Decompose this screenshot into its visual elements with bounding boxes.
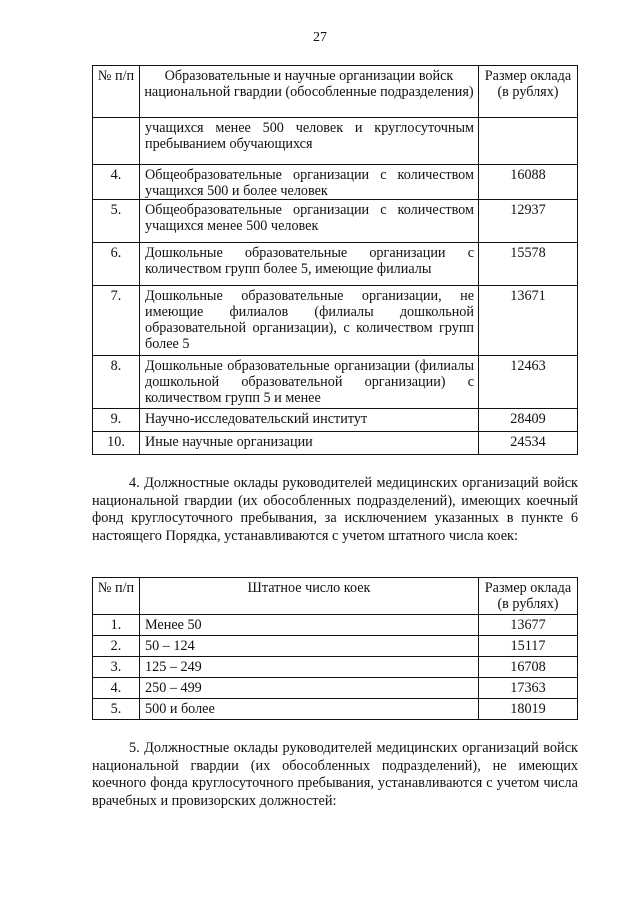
row-salary: 16708 bbox=[479, 657, 578, 678]
row-organization: Научно-исследовательский институт bbox=[140, 409, 479, 432]
row-number: 2. bbox=[93, 636, 140, 657]
table-header-row bbox=[93, 578, 578, 615]
row-number: 10. bbox=[93, 432, 140, 455]
header-salary: Размер оклада (в рублях) bbox=[479, 578, 578, 615]
row-bed-count: 500 и более bbox=[140, 699, 479, 720]
row-salary: 17363 bbox=[479, 678, 578, 699]
row-bed-count: 50 – 124 bbox=[140, 636, 479, 657]
salary-table-organizations bbox=[92, 65, 578, 455]
row-number: 6. bbox=[93, 243, 140, 286]
row-salary: 16088 bbox=[479, 165, 578, 200]
table-row bbox=[93, 243, 578, 286]
paragraph-5 bbox=[92, 740, 578, 810]
table-row bbox=[93, 615, 578, 636]
table-row bbox=[93, 699, 578, 720]
row-number: 5. bbox=[93, 200, 140, 243]
row-salary: 15578 bbox=[479, 243, 578, 286]
table-row bbox=[93, 356, 578, 409]
header-organization: Образовательные и научные организации войск национальной гвардии (обособленные подразделения) bbox=[140, 66, 479, 118]
table-row bbox=[93, 409, 578, 432]
page-number: 27 bbox=[313, 30, 327, 45]
row-organization: учащихся менее 500 человек и круглосуточным пребыванием обучающихся bbox=[140, 118, 479, 165]
salary-table-beds bbox=[92, 577, 578, 720]
table-row bbox=[93, 657, 578, 678]
table-header-row bbox=[93, 66, 578, 118]
row-salary: 28409 bbox=[479, 409, 578, 432]
row-organization: Общеобразовательные организации с количеством учащихся менее 500 человек bbox=[140, 200, 479, 243]
row-organization: Дошкольные образовательные организации с количеством групп более 5, имеющие филиалы bbox=[140, 243, 479, 286]
table-row bbox=[93, 432, 578, 455]
table-row bbox=[93, 118, 578, 165]
header-bed-count: Штатное число коек bbox=[140, 578, 479, 615]
row-organization: Дошкольные образовательные организации (филиалы дошкольной образовательной организации) с количеством групп 5 и менее bbox=[140, 356, 479, 409]
row-number: 1. bbox=[93, 615, 140, 636]
row-salary: 12463 bbox=[479, 356, 578, 409]
row-number: 9. bbox=[93, 409, 140, 432]
row-bed-count: Менее 50 bbox=[140, 615, 479, 636]
row-salary: 13677 bbox=[479, 615, 578, 636]
row-organization: Иные научные организации bbox=[140, 432, 479, 455]
table-row bbox=[93, 200, 578, 243]
row-bed-count: 250 – 499 bbox=[140, 678, 479, 699]
row-salary: 18019 bbox=[479, 699, 578, 720]
row-salary: 12937 bbox=[479, 200, 578, 243]
header-salary: Размер оклада (в рублях) bbox=[479, 66, 578, 118]
paragraph-4-text: 4. Должностные оклады руководителей медицинских организаций войск национальной гвардии (их обособленных подразделений), имеющих коечный фонд круглосуточного пребывания, за исключением указанных в пункте 6 настоящего Порядка, устанавливаются с учетом штатного числа коек: bbox=[92, 475, 578, 544]
row-salary: 24534 bbox=[479, 432, 578, 455]
table-row bbox=[93, 678, 578, 699]
row-salary: 13671 bbox=[479, 286, 578, 356]
header-number: № п/п bbox=[93, 66, 140, 118]
row-salary: 15117 bbox=[479, 636, 578, 657]
row-number: 3. bbox=[93, 657, 140, 678]
row-bed-count: 125 – 249 bbox=[140, 657, 479, 678]
row-number: 4. bbox=[93, 165, 140, 200]
row-salary bbox=[479, 118, 578, 165]
table-row bbox=[93, 636, 578, 657]
row-organization: Общеобразовательные организации с количеством учащихся 500 и более человек bbox=[140, 165, 479, 200]
paragraph-5-text: 5. Должностные оклады руководителей медицинских организаций войск национальной гвардии (их обособленных подразделений), не имеющих коечного фонда круглосуточного пребывания, устанавливаются с учетом числа врачебных и провизорских должностей: bbox=[92, 740, 578, 809]
table-row bbox=[93, 286, 578, 356]
header-number: № п/п bbox=[93, 578, 140, 615]
row-number: 8. bbox=[93, 356, 140, 409]
row-number: 5. bbox=[93, 699, 140, 720]
row-number: 7. bbox=[93, 286, 140, 356]
row-number: 4. bbox=[93, 678, 140, 699]
row-organization: Дошкольные образовательные организации, не имеющие филиалов (филиалы дошкольной образовательной организации), с количеством групп более 5 bbox=[140, 286, 479, 356]
table-row bbox=[93, 165, 578, 200]
paragraph-4 bbox=[92, 475, 578, 545]
row-number bbox=[93, 118, 140, 165]
